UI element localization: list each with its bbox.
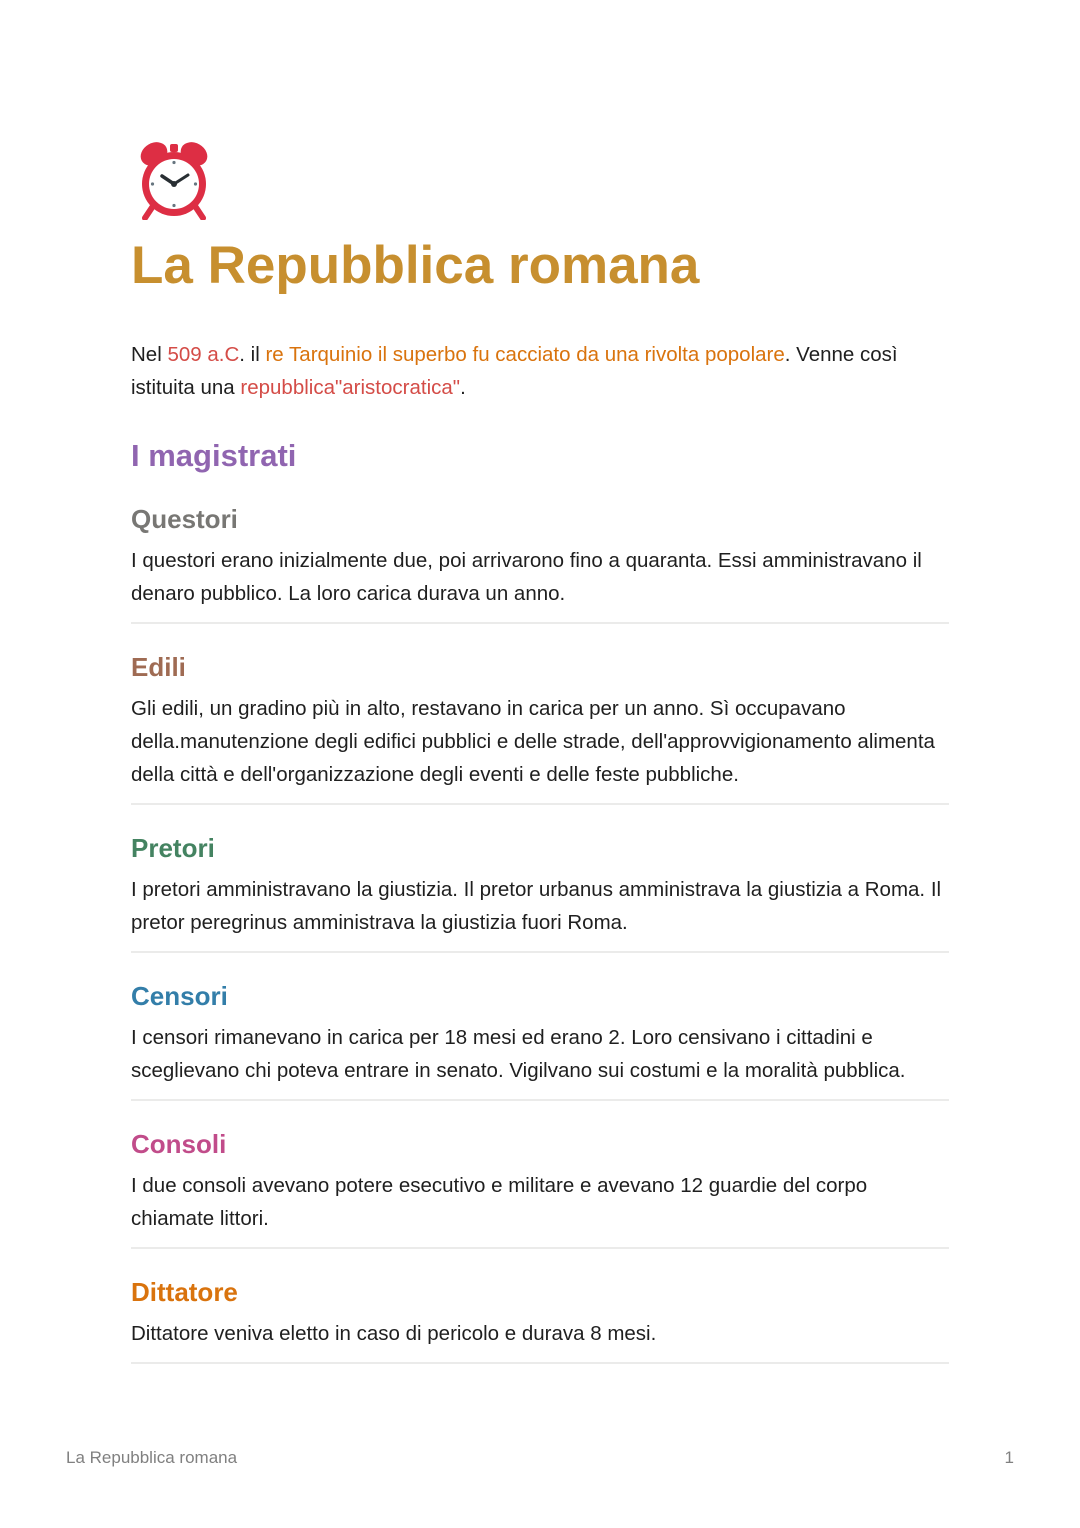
- magistrate-text: Dittatore veniva eletto in caso di pericolo e durava 8 mesi.: [131, 1322, 657, 1345]
- intro-republic-highlight: repubblica"aristocratica": [240, 376, 461, 399]
- intro-text: . Venne così istituita una: [131, 343, 898, 399]
- magistrate-title: Dittatore: [131, 1277, 238, 1307]
- intro-text: Nel: [131, 343, 168, 366]
- magistrate-title: Consoli: [131, 1129, 227, 1159]
- magistrate-text: I pretori amministravano la giustizia. Il pretor urbanus amministrava la giustizia a Roma. Il pretor peregrinus amministrava la giustizia fuori Roma.: [131, 878, 942, 934]
- magistrate-text: I due consoli avevano potere esecutivo e militare e avevano 12 guardie del corpo chiamate littori.: [131, 1174, 868, 1230]
- intro-date-highlight: 509 a.C: [167, 343, 240, 366]
- footer-page-number: 1: [1004, 1448, 1014, 1467]
- magistrate-text: I questori erano inizialmente due, poi arrivarono fino a quaranta. Essi amministravano il denaro pubblico. La loro carica durava un anno.: [131, 549, 922, 605]
- page-content: [131, 140, 949, 1364]
- magistrate-title: Questori: [131, 504, 238, 534]
- intro-text: . il: [239, 343, 266, 366]
- intro-event-highlight: re Tarquinio il superbo fu cacciato da una rivolta popolare: [265, 343, 785, 366]
- magistrate-text: Gli edili, un gradino più in alto, restavano in carica per un anno. Sì occupavano della.manutenzione degli edifici pubblici e delle strade, dell'approvvigionamento alimenta della città e dell'organizzazione degli eventi e delle feste pubbliche.: [131, 697, 935, 786]
- page-title: La Repubblica romana: [131, 236, 700, 295]
- magistrate-text: I censori rimanevano in carica per 18 mesi ed erano 2. Loro censivano i cittadini e sceglievano chi poteva entrare in senato. Vigilvano sui costumi e la moralità pubblica.: [131, 1026, 906, 1082]
- footer-doc-title: La Repubblica romana: [66, 1448, 238, 1467]
- section-heading: I magistrati: [131, 438, 297, 473]
- alarm-clock-icon: [135, 140, 213, 220]
- magistrate-title: Edili: [131, 652, 186, 682]
- magistrate-item-consoli: [131, 1127, 949, 1249]
- magistrate-item-censori: [131, 979, 949, 1101]
- magistrate-item-questori: [131, 502, 949, 624]
- magistrate-item-edili: [131, 650, 949, 805]
- intro-paragraph: [131, 338, 949, 404]
- intro-text: .: [460, 376, 466, 399]
- magistrate-title: Pretori: [131, 833, 215, 863]
- magistrate-item-dittatore: [131, 1275, 949, 1364]
- magistrate-item-pretori: [131, 831, 949, 953]
- magistrate-title: Censori: [131, 981, 228, 1011]
